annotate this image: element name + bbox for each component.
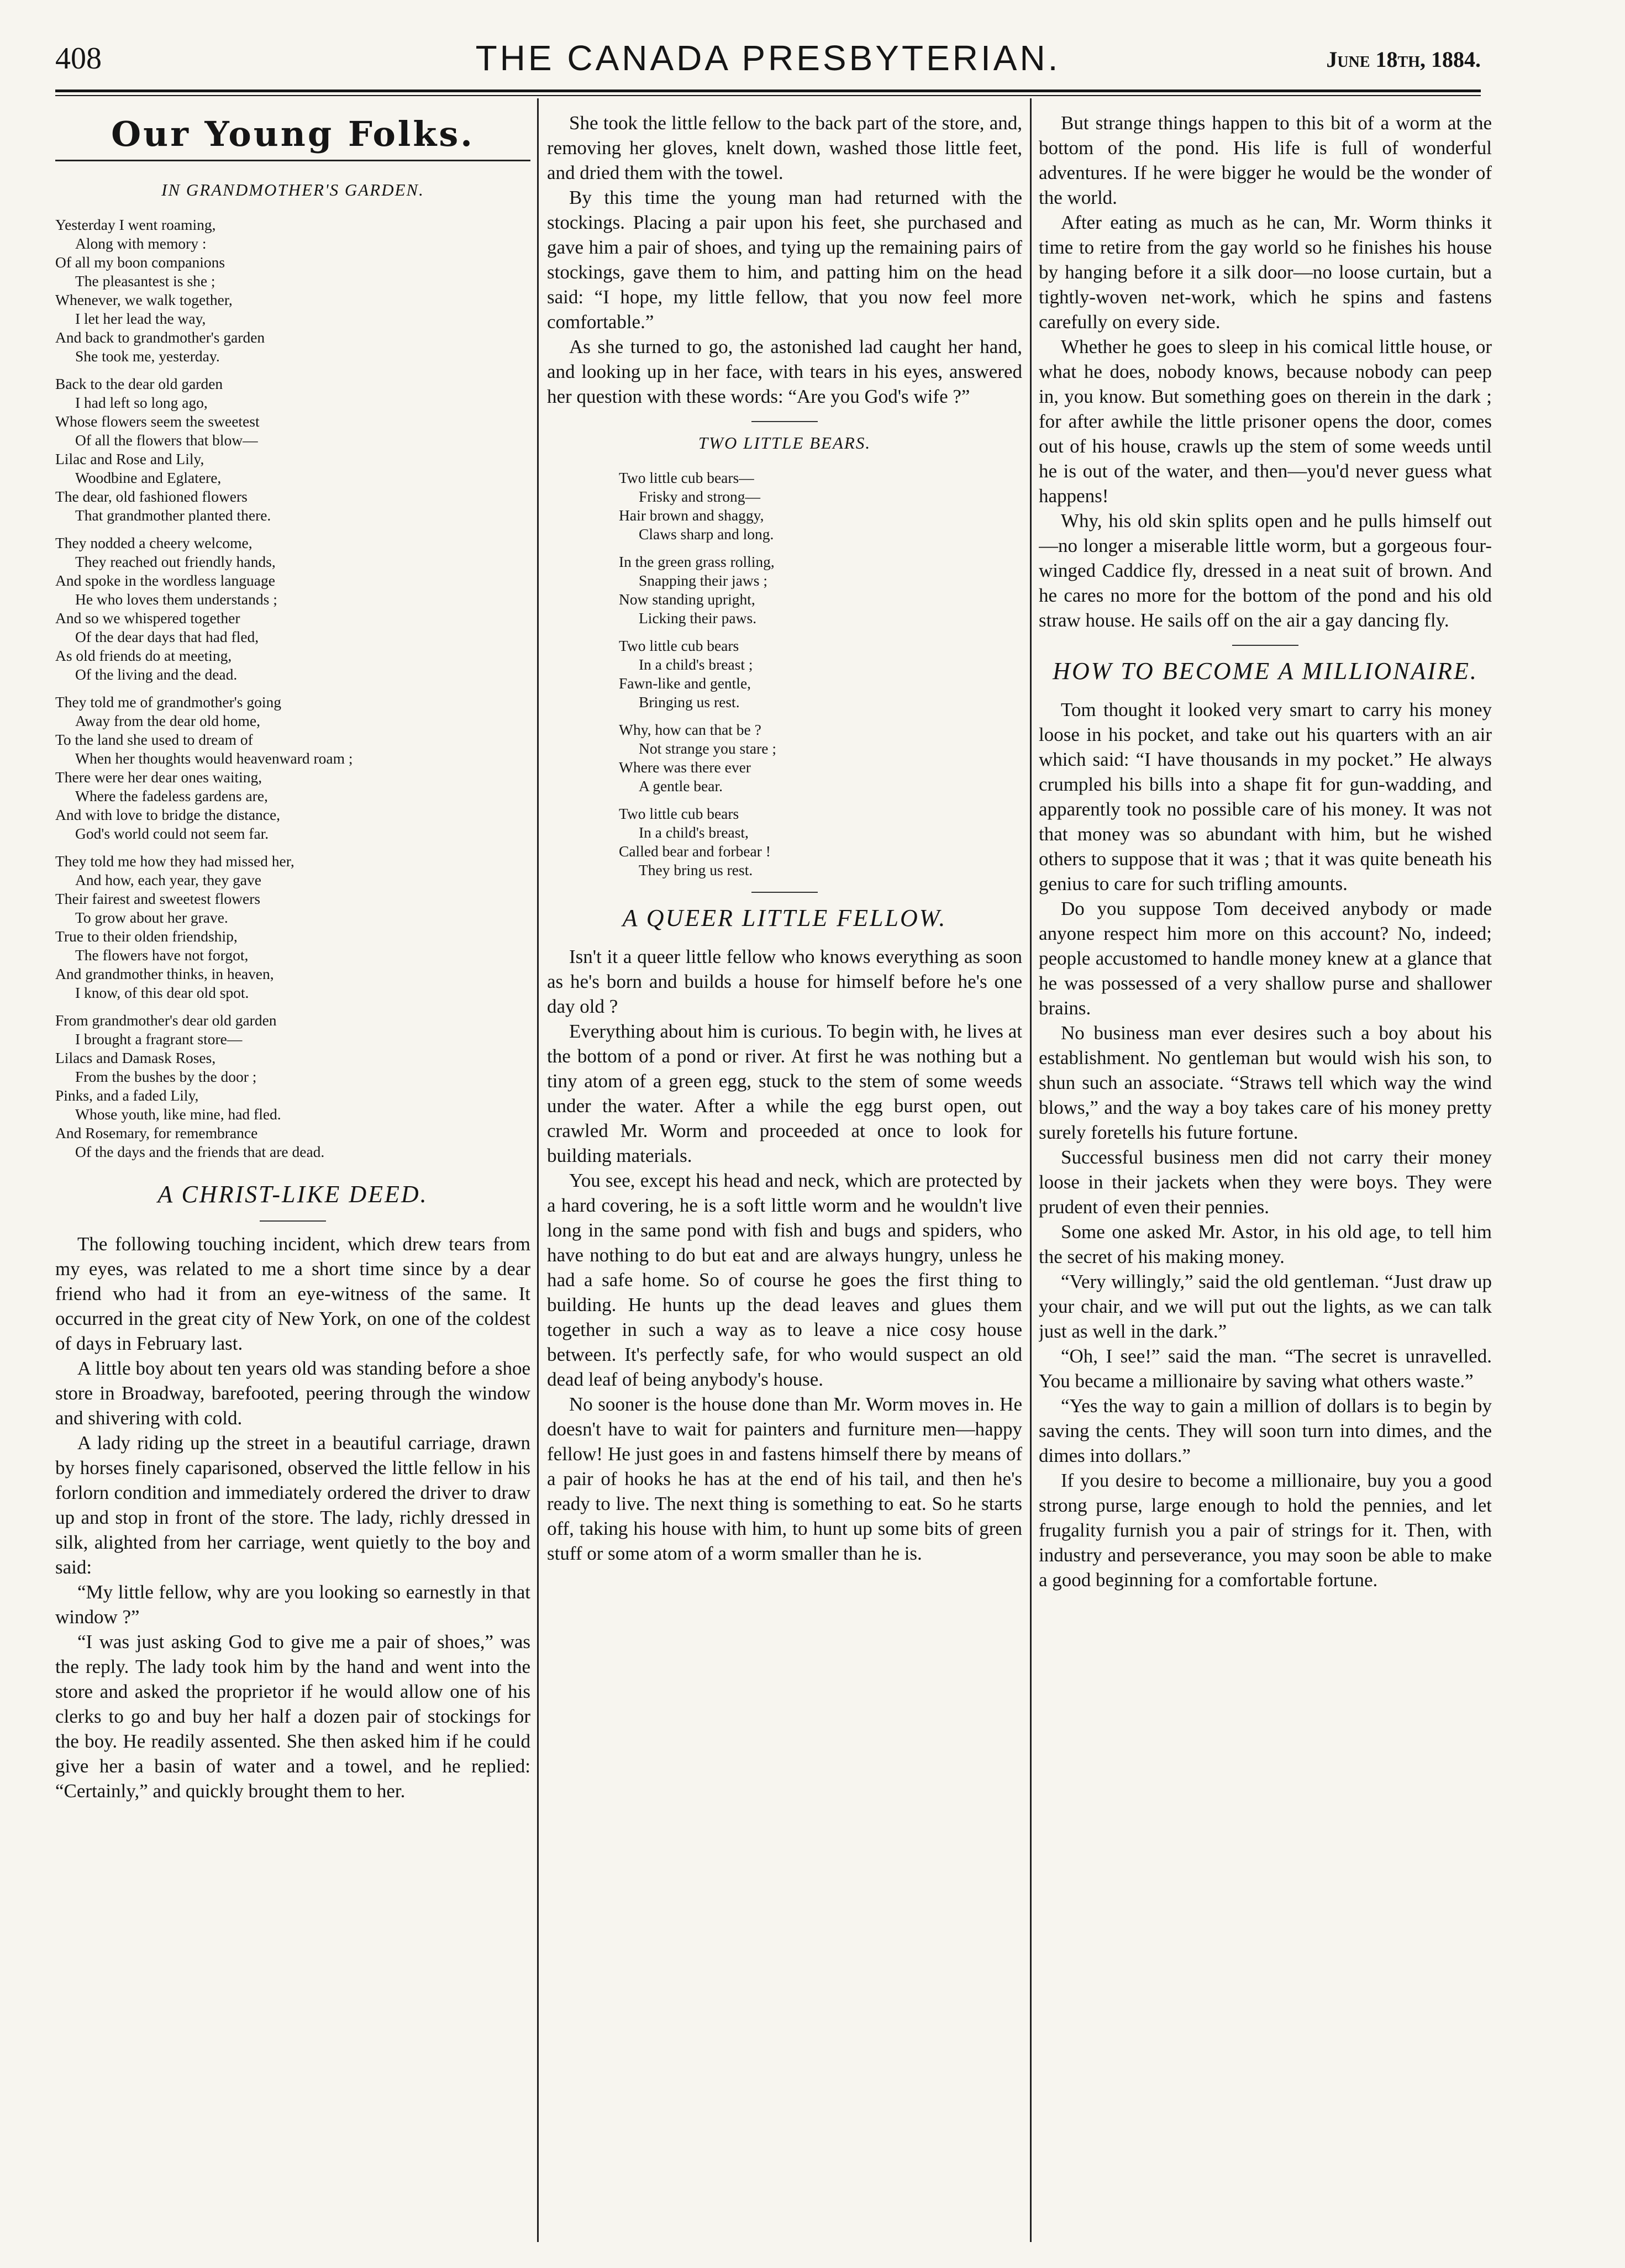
poem-line: And grandmother thinks, in heaven, xyxy=(55,965,274,982)
poem-line: Licking their paws. xyxy=(639,609,757,627)
column-2 xyxy=(547,110,1022,2249)
poem-line: Frisky and strong— xyxy=(639,488,760,505)
poem-line: To grow about her grave. xyxy=(75,909,228,926)
stanza xyxy=(55,534,530,684)
poem-line: From grandmother's dear old garden xyxy=(55,1012,277,1029)
page-header xyxy=(55,38,1481,87)
poem-grandmothers-garden xyxy=(55,215,530,1161)
poem-line: Of all the flowers that blow— xyxy=(75,432,258,449)
poem-line: They reached out friendly hands, xyxy=(75,553,276,570)
paragraph: Everything about him is curious. To begin with, he lives at the bottom of a pond or river. At first he was nothing but a tiny atom of a green egg, stuck to the stem of some weeds under the water. After a while the egg burst open, out crawled Mr. Worm and proceeded at once to look for building materials. xyxy=(547,1020,1022,1166)
poem-line: Whenever, we walk together, xyxy=(55,291,233,308)
poem-line: As old friends do at meeting, xyxy=(55,647,232,664)
poem-line: The flowers have not forgot, xyxy=(75,946,249,964)
poem-line: They nodded a cheery welcome, xyxy=(55,534,253,551)
column-divider xyxy=(537,98,539,2242)
poem-line: Along with memory : xyxy=(75,235,207,252)
poem-line: Pinks, and a faded Lily, xyxy=(55,1087,199,1104)
poem-line: Whose flowers seem the sweetest xyxy=(55,413,260,430)
header-rule-thin xyxy=(55,95,1481,96)
poem-line: And back to grandmother's garden xyxy=(55,329,265,346)
poem-line: Where was there ever xyxy=(619,759,751,776)
paragraph: “I was just asking God to give me a pair of shoes,” was the reply. The lady took him by the hand and went into the store and asked the proprietor if he would allow one of his clerks to go and buy her half a dozen pair of stockings for the boy. He readily assented. She then asked him if he could give her a basin of water and a towel, and he replied: “Certainly,” and quickly brought them to her. xyxy=(55,1631,530,1802)
paragraph: You see, except his head and neck, which are protected by a hard covering, he is a soft little worm and he wouldn't live long in the same pond with fish and bugs and spiders, who have nothing to do but eat and are always hungry, unless he had a safe home. So of course he goes the first thing to building. He hunts up the dead leaves and glues them together in such a way as to leave a nice cosy house between. It's perfectly safe, for who would suspect an old dead leaf of being anybody's house. xyxy=(547,1170,1022,1390)
poem-line: And spoke in the wordless language xyxy=(55,572,275,589)
poem-line: Snapping their jaws ; xyxy=(639,572,767,589)
paragraph: The following touching incident, which drew tears from my eyes, was related to me a short time since by a dear friend who had it from an eye-witness of the same. It occurred in the great city of New York, on one of the coldest of days in February last. xyxy=(55,1233,530,1354)
poem-line: And Rosemary, for remembrance xyxy=(55,1124,258,1141)
paragraph: By this time the young man had returned with the stockings. Placing a pair upon his feet, she purchased and gave him a pair of shoes, and tying up the remaining pairs of stockings, gave them to him, and patting him on the head said: “I hope, my little fellow, that you now feel more comfortable.” xyxy=(547,187,1022,333)
poem-line: God's world could not seem far. xyxy=(75,825,269,842)
poem-line: He who loves them understands ; xyxy=(75,591,277,608)
poem-line: In the green grass rolling, xyxy=(619,553,775,570)
poem-title: IN GRANDMOTHER'S GARDEN. xyxy=(161,180,424,199)
poem-line: Of the dear days that had fled, xyxy=(75,628,259,645)
paragraph: A lady riding up the street in a beautiful carriage, drawn by horses finely caparisoned, observed the little fellow in his forlorn condition and immediately ordered the driver to draw up and stop in front of the store. The lady, richly dressed in silk, alighted from her carriage, went quietly to the boy and said: xyxy=(55,1432,530,1578)
poem-line: Of all my boon companions xyxy=(55,254,225,271)
paragraph: “Very willingly,” said the old gentleman. “Just draw up your chair, and we will put out the lights, as we can talk just as well in the dark.” xyxy=(1039,1271,1492,1342)
poem-line: Not strange you stare ; xyxy=(639,740,776,757)
column-divider xyxy=(1030,98,1032,2242)
poem-line: I brought a fragrant store— xyxy=(75,1030,243,1048)
poem-line: Yesterday I went roaming, xyxy=(55,216,216,233)
poem-line: From the bushes by the door ; xyxy=(75,1068,257,1085)
stanza xyxy=(619,720,950,796)
paragraph: “Yes the way to gain a million of dollars is to begin by saving the cents. They will soon turn into dimes, and the dimes into dollars.” xyxy=(1039,1395,1492,1466)
masthead: THE CANADA PRESBYTERIAN. xyxy=(475,38,1061,78)
paragraph: If you desire to become a millionaire, buy you a good strong purse, large enough to hold the pennies, and let frugality furnish you a pair of strings for it. Then, with industry and perseverance, you may soon be able to make a good beginning for a comfortable fortune. xyxy=(1039,1470,1492,1591)
article-queer-little-fellow xyxy=(547,944,1022,1566)
paragraph: Successful business men did not carry their money loose in their jackets when they were boys. They were prudent of even their pennies. xyxy=(1039,1146,1492,1218)
paragraph: Why, his old skin splits open and he pulls himself out—no longer a miserable little worm, but a gorgeous four-winged Caddice fly, dressed in a neat suit of brown. And he cares no more for the bottom of the pond and his old straw house. He sails off on the air a gay dancing fly. xyxy=(1039,510,1492,631)
article-title: HOW TO BECOME A MILLIONAIRE. xyxy=(1053,657,1478,685)
paragraph: “My little fellow, why are you looking so earnestly in that window ?” xyxy=(55,1581,530,1628)
poem-line: A gentle bear. xyxy=(639,777,723,794)
poem-line: Back to the dear old garden xyxy=(55,375,223,392)
poem-line: And how, each year, they gave xyxy=(75,871,261,888)
poem-line: She took me, yesterday. xyxy=(75,348,220,365)
poem-line: Hair brown and shaggy, xyxy=(619,507,764,524)
page-number: 408 xyxy=(55,41,102,76)
paragraph: No sooner is the house done than Mr. Worm moves in. He doesn't have to wait for painters and furniture men—happy fellow! He just goes in and fastens himself there by means of a pair of hooks he has at the end of his tail, and then he's ready to live. The next thing is something to eat. So he starts off, taking his house with him, to hunt up some bits of green stuff or some atom of a worm smaller than he is. xyxy=(547,1393,1022,1564)
paragraph: She took the little fellow to the back part of the store, and, removing her gloves, knelt down, washed those little feet, and dried them with the towel. xyxy=(547,112,1022,183)
title-rule xyxy=(260,1220,326,1222)
poem-line: Woodbine and Eglatere, xyxy=(75,469,222,486)
poem-line: I let her lead the way, xyxy=(75,310,206,327)
paragraph: Some one asked Mr. Astor, in his old age, to tell him the secret of his making money. xyxy=(1039,1221,1492,1267)
section-rule xyxy=(751,421,818,422)
paragraph: After eating as much as he can, Mr. Worm thinks it time to retire from the gay world so he finishes his house by hanging before it a silk door—no loose curtain, but a tightly-woven net-work, which he spins and fastens carefully on every side. xyxy=(1039,212,1492,333)
poem-line: Fawn-like and gentle, xyxy=(619,675,751,692)
header-rule xyxy=(55,90,1481,92)
article-queer-little-fellow-continued xyxy=(1039,110,1492,633)
stanza xyxy=(619,469,950,544)
poem-line: There were her dear ones waiting, xyxy=(55,769,262,786)
poem-line: Lilac and Rose and Lily, xyxy=(55,450,204,467)
poem-line: Where the fadeless gardens are, xyxy=(75,787,268,804)
poem-line: In a child's breast, xyxy=(639,824,749,841)
paragraph: Isn't it a queer little fellow who knows everything as soon as he's born and builds a house for himself before he's one day old ? xyxy=(547,946,1022,1017)
poem-line: Now standing upright, xyxy=(619,591,755,608)
column-1 xyxy=(55,110,530,2249)
poem-line: Of the days and the friends that are dead. xyxy=(75,1143,325,1160)
issue-date: June 18th, 1884. xyxy=(1326,47,1481,72)
section-title: Our Young Folks. xyxy=(111,114,475,154)
article-title: A QUEER LITTLE FELLOW. xyxy=(622,904,947,932)
poem-line: They told me how they had missed her, xyxy=(55,853,295,870)
poem-line: Why, how can that be ? xyxy=(619,721,761,738)
paragraph: But strange things happen to this bit of a worm at the bottom of the pond. His life is full of wonderful adventures. If he were bigger he would be the wonder of the world. xyxy=(1039,112,1492,208)
poem-line: Two little cub bears xyxy=(619,805,739,822)
paragraph: Do you suppose Tom deceived anybody or made anyone respect him more on this account? No, indeed; people accustomed to handle money knew at a glance that he was possessed of a very shallow purse and shallower brains. xyxy=(1039,898,1492,1019)
poem-line: True to their olden friendship, xyxy=(55,928,238,945)
poem-line: Whose youth, like mine, had fled. xyxy=(75,1106,281,1123)
poem-line: Of the living and the dead. xyxy=(75,666,238,683)
stanza xyxy=(619,552,950,628)
stanza xyxy=(55,375,530,525)
poem-line: The dear, old fashioned flowers xyxy=(55,488,248,505)
poem-line: That grandmother planted there. xyxy=(75,507,271,524)
poem-line: I had left so long ago, xyxy=(75,394,208,411)
paragraph: No business man ever desires such a boy about his establishment. No gentleman but would wish his son, to shun such an associate. “Straws tell which way the wind blows,” and the way a boy takes care of his money pretty surely foretells his future fortune. xyxy=(1039,1022,1492,1143)
paragraph: “Oh, I see!” said the man. “The secret is unravelled. You became a millionaire by saving what others waste.” xyxy=(1039,1345,1492,1392)
poem-line: Lilacs and Damask Roses, xyxy=(55,1049,216,1066)
stanza xyxy=(55,1011,530,1161)
poem-line: And with love to bridge the distance, xyxy=(55,806,281,823)
poem-line: When her thoughts would heavenward roam ; xyxy=(75,750,353,767)
stanza xyxy=(619,804,950,880)
paragraph: As she turned to go, the astonished lad caught her hand, and looking up in her face, with tears in his eyes, answered her question with these words: “Are you God's wife ?” xyxy=(547,336,1022,407)
poem-line: In a child's breast ; xyxy=(639,656,753,673)
stanza xyxy=(619,636,950,712)
section-rule xyxy=(55,160,530,161)
poem-line: Their fairest and sweetest flowers xyxy=(55,890,261,907)
poem-line: I know, of this dear old spot. xyxy=(75,984,249,1001)
stanza xyxy=(55,852,530,1002)
stanza xyxy=(55,215,530,366)
article-christ-like-deed xyxy=(55,1232,530,1803)
stanza xyxy=(55,693,530,843)
poem-line: Away from the dear old home, xyxy=(75,712,261,729)
poem-line: Claws sharp and long. xyxy=(639,525,774,543)
poem-title: TWO LITTLE BEARS. xyxy=(698,433,871,452)
poem-two-little-bears xyxy=(619,469,950,880)
poem-line: The pleasantest is she ; xyxy=(75,272,215,290)
article-how-to-become-a-millionaire xyxy=(1039,697,1492,1592)
poem-line: Two little cub bears— xyxy=(619,469,754,486)
poem-line: Two little cub bears xyxy=(619,637,739,654)
paragraph: Whether he goes to sleep in his comical little house, or what he does, nobody knows, because nobody can peep in, you know. But something goes on therein in the dark ; for after awhile the little prisoner opens the door, comes out of his house, crawls up the stem of some weeds until he is out of the water, and then—you'd never guess what happens! xyxy=(1039,336,1492,507)
poem-line: And so we whispered together xyxy=(55,609,240,627)
article-christ-like-deed-continued xyxy=(547,110,1022,409)
section-rule xyxy=(1232,645,1298,646)
poem-line: To the land she used to dream of xyxy=(55,731,253,748)
paragraph: A little boy about ten years old was standing before a shoe store in Broadway, barefooted, peering through the window and shivering with cold. xyxy=(55,1357,530,1429)
poem-line: They bring us rest. xyxy=(639,861,753,878)
poem-line: They told me of grandmother's going xyxy=(55,693,281,711)
column-3 xyxy=(1039,110,1492,2249)
poem-line: Called bear and forbear ! xyxy=(619,843,771,860)
article-title: A CHRIST-LIKE DEED. xyxy=(157,1181,428,1208)
section-rule xyxy=(751,892,818,893)
poem-line: Bringing us rest. xyxy=(639,693,740,711)
paragraph: Tom thought it looked very smart to carry his money loose in his pocket, and take out his quarters with an air which said: “I have thousands in my pocket.” He always crumpled his bills into a shape fit for gun-wadding, and apparently took no possible care of his money. It was not that money was so abundant with him, but he wished others to suppose that it was ; that it was quite beneath his genius to care for such trifling amounts. xyxy=(1039,699,1492,894)
